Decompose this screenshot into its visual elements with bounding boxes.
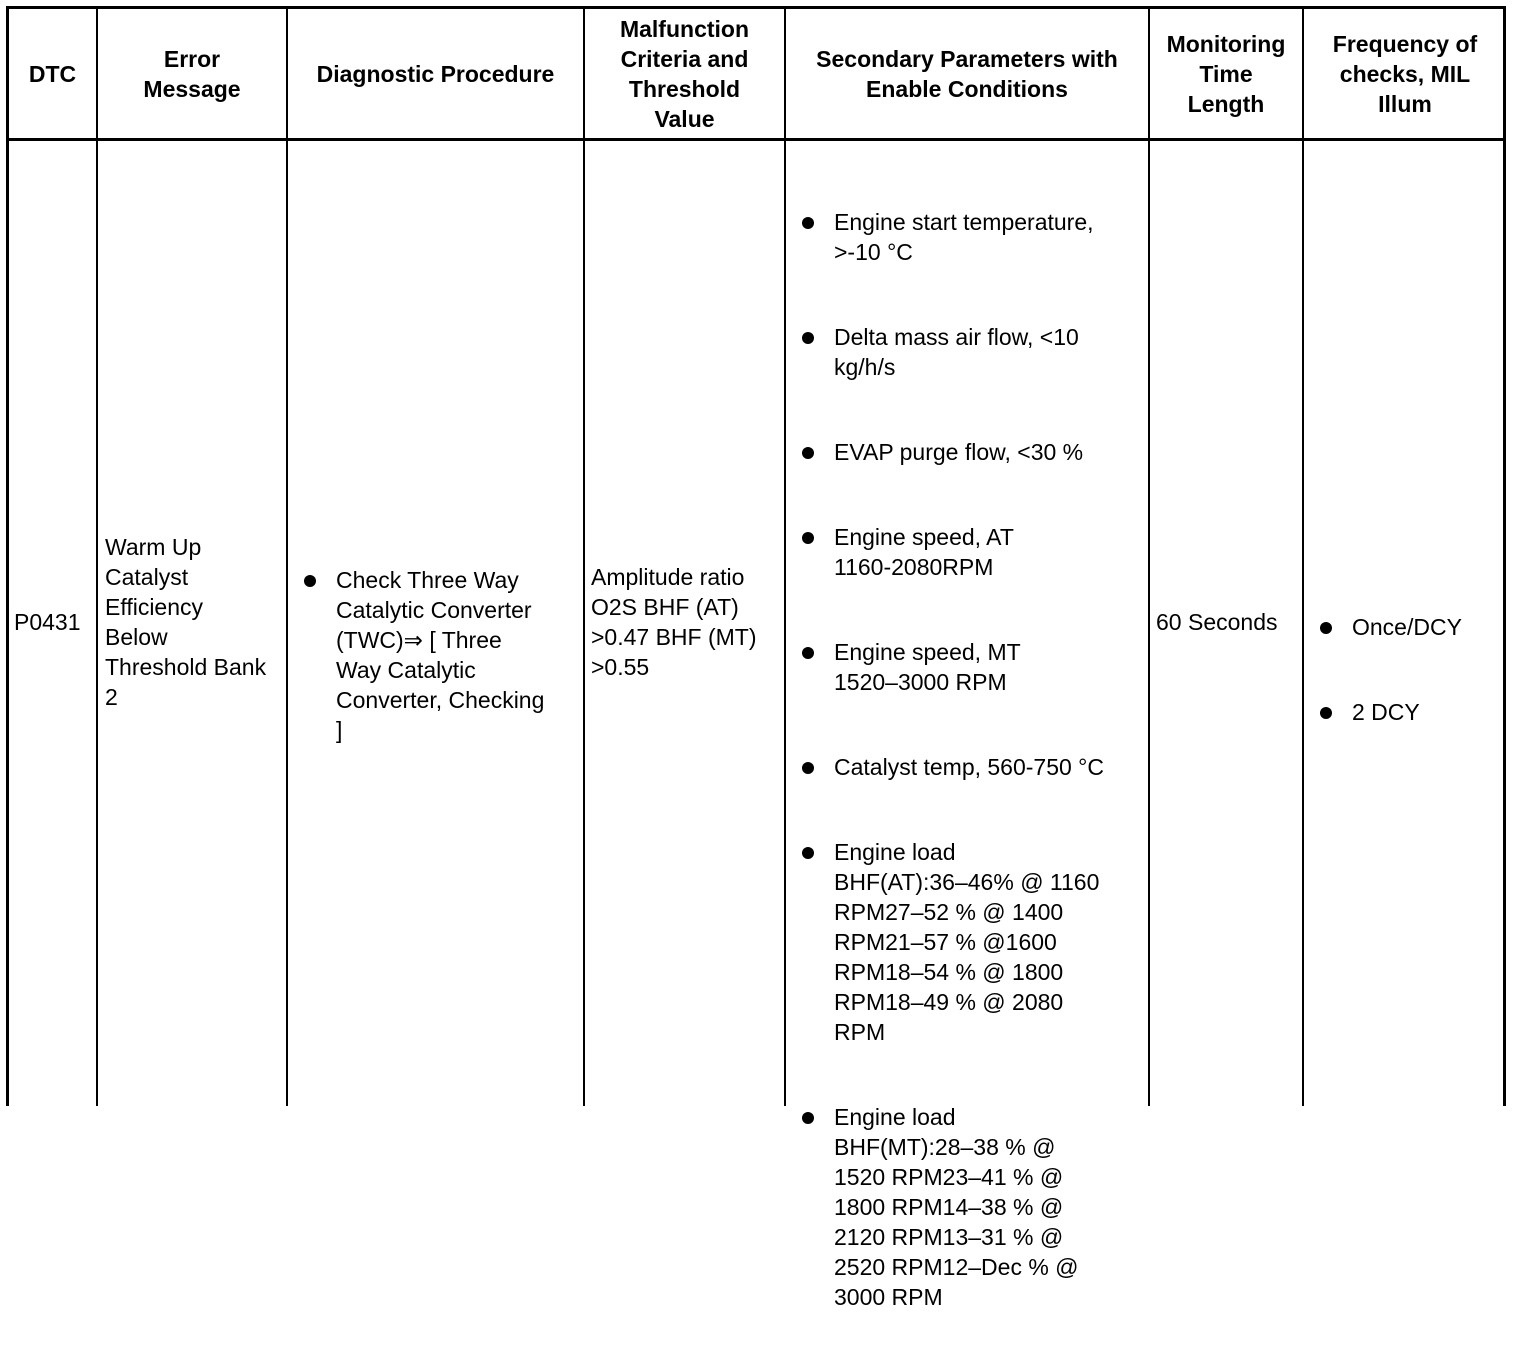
column-divider [583,9,585,1106]
list-item: Once/DCY [1316,612,1506,642]
list-item: 2 DCY [1316,697,1506,727]
list-item: Delta mass air flow, <10 kg/h/s [798,322,1153,382]
list-item: Engine start temperature, >-10 °C [798,207,1153,267]
dtc-code: P0431 [14,609,81,635]
list-item: Check Three Way Catalytic Converter (TWC)⇒ [ Three Way Catalytic Converter, Checking ] [300,565,582,745]
error-message: Warm Up Catalyst Efficiency Below Threshold Bank 2 [105,534,267,710]
header-dtc: DTC [28,60,77,87]
dtc-table [6,6,1506,1310]
list-item: Engine speed, AT 1160-2080RPM [798,522,1153,582]
frequency-list [1316,582,1506,782]
header-monitoring-time: Monitoring Time Length [1166,30,1286,117]
header-secondary-parameters: Secondary Parameters with Enable Conditions [816,45,1118,102]
header-frequency: Frequency of checks, MIL Illum [1332,30,1478,117]
frequency [1316,552,1506,812]
secondary-parameters-list [798,177,1153,1342]
header-error-message: Error Message [143,45,241,102]
column-divider [286,9,288,1106]
list-item: Engine load BHF(MT):28–38 % @ 1520 RPM23–41 % @ 1800 RPM14–38 % @ 2120 RPM13–31 % @ 2520 RPM12–Dec % @ 3000 RPM [798,1102,1153,1312]
header-malfunction-criteria: Malfunction Criteria and Threshold Value [619,15,750,132]
list-item: EVAP purge flow, <30 % [798,437,1153,467]
column-divider [96,9,98,1106]
secondary-parameters [798,147,1153,1372]
header-divider [9,138,1503,141]
malfunction-criteria: Amplitude ratio O2S BHF (AT) >0.47 BHF (MT) >0.55 [591,564,757,680]
list-item: Engine load BHF(AT):36–46% @ 1160 RPM27–52 % @ 1400 RPM21–57 % @1600 RPM18–54 % @ 1800 RPM18–49 % @ 2080 RPM [798,837,1153,1047]
diagnostic-procedure [300,505,582,805]
header-diagnostic-procedure: Diagnostic Procedure [316,60,555,87]
diagnostic-procedure-list [300,535,582,775]
column-divider [1302,9,1304,1106]
monitoring-time: 60 Seconds [1156,609,1278,635]
list-item: Engine speed, MT 1520–3000 RPM [798,637,1153,697]
list-item: Catalyst temp, 560-750 °C [798,752,1153,782]
column-divider [784,9,786,1106]
